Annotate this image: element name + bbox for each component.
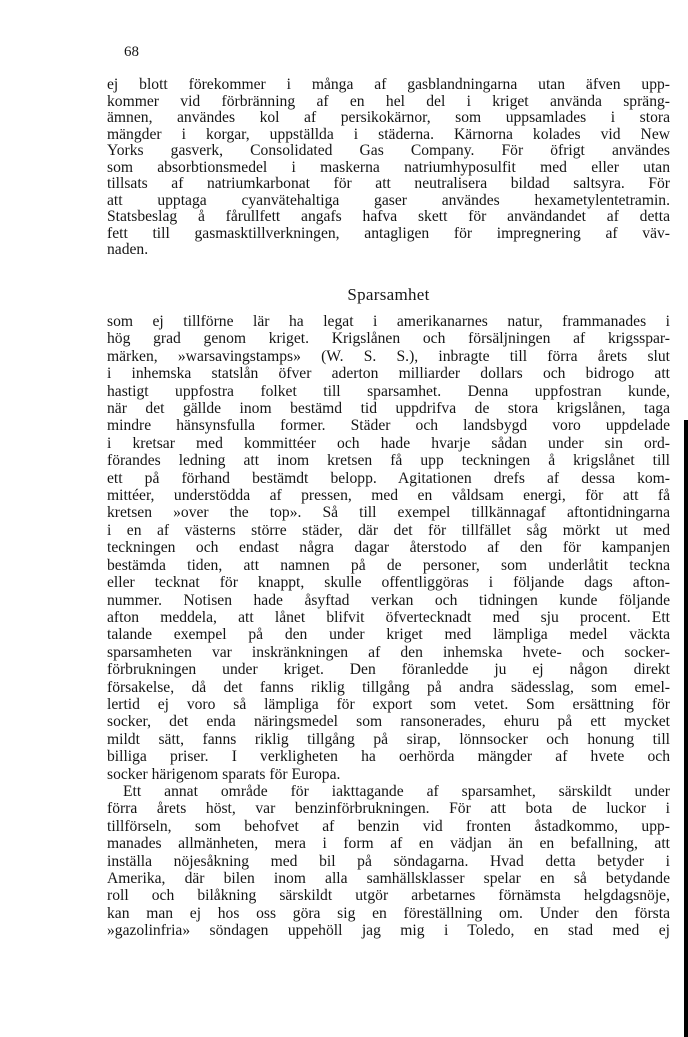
text-line: att upptaga cyanvätehaltiga gaser användes hexametylentetramin.	[107, 191, 670, 209]
text-line: kretsen »over the top». Så till exempel tillkännagaf aftontidningarna	[107, 504, 670, 522]
text-line: tillförseln, som behofvet af benzin vid fronten åstadkommo, upp-	[107, 817, 670, 835]
text-line: hög grad genom kriget. Krigslånen och försäljningen af krigsspar-	[107, 330, 670, 348]
text-line: inställa nöjesåkning med bil på söndagarna. Hvad detta betyder i	[107, 852, 670, 870]
text-line: afton meddela, att lånet blifvit öfvertecknadt med sju procent. Ett	[107, 608, 670, 626]
text-line: manades allmänheten, mera i form af en vädjan än en befallning, att	[107, 835, 670, 853]
text-line: socker, det enda näringsmedel som ransonerades, ehuru på ett mycket	[107, 713, 670, 731]
text-line: som ej tillförne lär ha legat i amerikanarnes natur, frammanades i	[107, 313, 670, 330]
text-line: Amerika, där bilen inom alla samhällsklasser spelar en så betydande	[107, 870, 670, 887]
text-line: mängder i korgar, uppställda i städerna. Kärnorna kolades vid New	[107, 125, 670, 143]
text-line: Ett annat område för iakttagande af sparsamhet, särskildt under	[123, 782, 670, 800]
text-line: ett på förhand bestämdt belopp. Agitationen drefs af dessa kom-	[107, 469, 670, 487]
paragraph-2	[107, 313, 670, 783]
text-line: lertid ej voro så lämpliga för export som vetet. Som ersättning för	[107, 695, 670, 713]
text-line: ämnen, användes kol af persikokärnor, som uppsamlades i stora	[107, 109, 670, 127]
text-line: i kretsar med kommittéer och hade hvarje sådan under sin ord-	[107, 434, 670, 452]
paragraph-1	[107, 77, 670, 259]
paragraph-2-3	[107, 313, 670, 940]
text-line: hastigt uppfostra folket till sparsamhet. Denna uppfostran kunde,	[107, 382, 670, 400]
text-line: socker härigenom sparats för Europa.	[107, 765, 341, 783]
text-line: fett till gasmasktillverkningen, antagligen för impregnering af väv-	[107, 224, 670, 242]
text-line: märken, »warsavingstamps» (W. S. S.), inbragte till förra årets slut	[107, 347, 670, 365]
text-line: bestämda tiden, att namnen på de personer, som underlåtit teckna	[107, 556, 670, 574]
text-line: i inhemska statslån öfver aderton milliarder dollars och bidrogo att	[107, 365, 670, 383]
text-line: förra årets höst, var benzinförbrukningen. För att bota de luckor i	[107, 800, 670, 818]
text-line: teckningen och endast några dagar återstodo af den för kampanjen	[107, 539, 670, 557]
section-heading: Sparsamhet	[347, 285, 430, 304]
text-line: förbrukningen under kriget. Den föranledde ju ej någon direkt	[107, 661, 670, 679]
scan-edge-shadow	[684, 420, 688, 1037]
text-line: eller tecknat för knappt, skulle offentliggöras i följande dags afton-	[107, 574, 670, 592]
text-line: »gazolinfria» söndagen uppehöll jag mig i Toledo, en stad med ej	[107, 922, 670, 940]
text-line: mindre hänsynsfulla former. Städer och landsbygd voro uppdelade	[107, 417, 670, 435]
text-line: talande exempel på den under kriget med lämpliga medel väckta	[107, 626, 670, 644]
text-line: förandes ledning att inom kretsen få upp teckningen å krigslånet till	[107, 452, 670, 470]
text-line: försakelse, då det fanns riklig tillgång på andra sädesslag, som emel-	[107, 678, 670, 696]
paragraph-3	[107, 783, 670, 940]
text-line: som absorbtionsmedel i maskerna natriumhyposulfit med eller utan	[107, 158, 670, 176]
text-line: mildt sätt, fanns riklig tillgång på sirap, lönnsocker och honung till	[107, 730, 670, 748]
text-line: nummer. Notisen hade åsyftad verkan och tidningen kunde följande	[107, 591, 670, 609]
text-line: naden.	[107, 241, 149, 259]
text-line: när det gällde inom bestämd tid uppdrifva de stora krigslånen, taga	[107, 400, 670, 418]
text-line: i en af västerns större städer, där det för tillfället såg mörkt ut med	[107, 521, 670, 539]
text-line: Statsbeslag å fårullfett angafs hafva skett för användandet af detta	[107, 208, 670, 226]
text-line: mittéer, understödda af pressen, med en våldsam energi, för att få	[107, 487, 670, 505]
text-line: Yorks gasverk, Consolidated Gas Company. För öfrigt användes	[107, 142, 670, 160]
text-line: billiga priser. I verkligheten ha oerhörda mängder af hvete och	[107, 748, 670, 766]
text-line: kommer vid förbränning af en hel del i kriget använda spräng-	[107, 92, 670, 110]
text-line: kan man ej hos oss göra sig en föreställning om. Under den första	[107, 904, 670, 922]
page-number: 68	[124, 44, 139, 60]
text-line: sparsamheten var inskränkningen af den inhemska hvete- och socker-	[107, 643, 670, 661]
text-line: roll och bilåkning särskildt utgör arbetarnes förnämsta helgdagsnöje,	[107, 887, 670, 905]
text-line: tillsats af natriumkarbonat för att neutralisera bildad saltsyra. För	[107, 175, 670, 193]
text-line: ej blott förekommer i många af gasblandningarna utan äfven upp-	[107, 76, 670, 93]
